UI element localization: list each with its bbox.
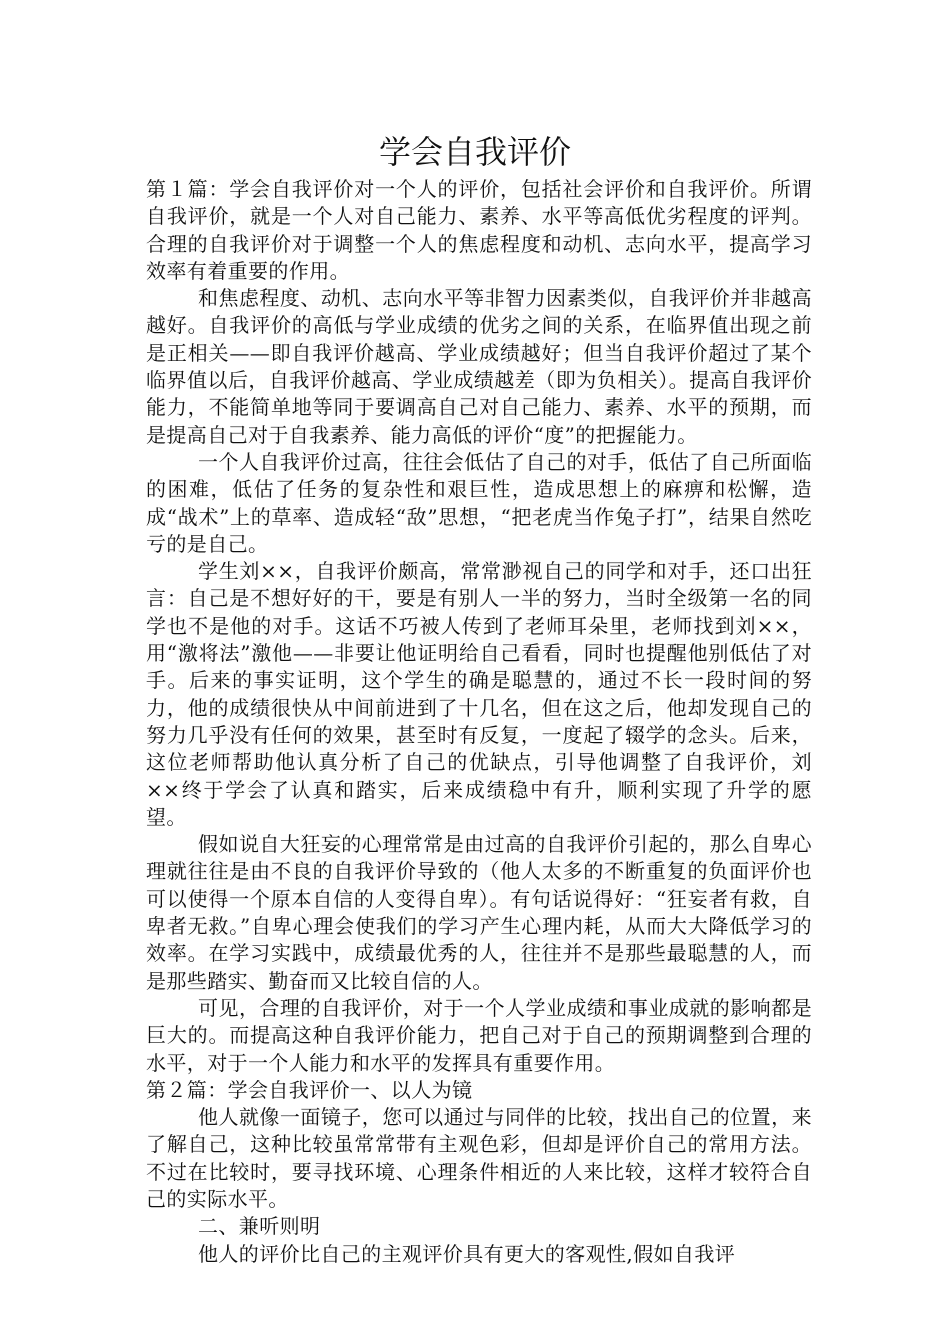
paragraph-subheading-listen: 二、兼听则明 [198,1214,321,1239]
paragraph-conclusion: 可见，合理的自我评价，对于一个人学业成绩和事业成就的影响都是巨大的。而提高这种自我评价能力，把自己对于自己的预期调整到合理的水平，对于一个人能力和水平的发挥具有重要作用。 [146,995,812,1075]
paragraph-mirror: 他人就像一面镜子，您可以通过与同伴的比较，找出自己的位置，来了解自己，这种比较虽常常带有主观色彩，但却是评价自己的常用方法。不过在比较时，要寻找环境、心理条件相近的人来比较，这样才较符合自己的实际水平。 [146,1105,812,1211]
paragraph-others-evaluation: 他人的评价比自己的主观评价具有更大的客观性,假如自我评 [198,1241,736,1266]
paragraph-overestimation: 一个人自我评价过高，往往会低估了自己的对手，低估了自己所面临的困难，低估了任务的复杂性和艰巨性，造成思想上的麻痹和松懈，造成“战术”上的草率、造成轻“敌”思想，“把老虎当作兔子打”，结果自然吃亏的是自己。 [146,449,812,556]
paragraph-section-1-intro: 第１篇：学会自我评价对一个人的评价，包括社会评价和自我评价。所谓自我评价，就是一个人对自己能力、素养、水平等高低优劣程度的评判。合理的自我评价对于调整一个人的焦虑程度和动机、志向水平，提高学习效率有着重要的作用。 [146,177,812,283]
document-title: 学会自我评价 [378,133,571,171]
paragraph-self-evaluation-threshold: 和焦虑程度、动机、志向水平等非智力因素类似，自我评价并非越高越好。自我评价的高低与学业成绩的优劣之间的关系，在临界值出现之前是正相关——即自我评价越高、学业成绩越好；但当自我评价超过了某个临界值以后，自我评价越高、学业成绩越差（即为负相关）。提高自我评价能力，不能简单地等同于要调高自己对自己能力、素养、水平的预期，而是提高自己对于自我素养、能力高低的评价“度”的把握能力。 [146,286,812,447]
paragraph-section-2-heading: 第２篇：学会自我评价一、以人为镜 [146,1077,473,1102]
paragraph-inferiority: 假如说自大狂妄的心理常常是由过高的自我评价引起的，那么自卑心理就往往是由不良的自我评价导致的（他人太多的不断重复的负面评价也可以使得一个原本自信的人变得自卑）。有句话说得好：“狂妄者有救，自卑者无救。”自卑心理会使我们的学习产生心理内耗，从而大大降低学习的效率。在学习实践中，成绩最优秀的人，往往并不是那些最聪慧的人，而是那些踏实、勤奋而又比较自信的人。 [146,832,812,993]
paragraph-student-example: 学生刘××，自我评价颇高，常常渺视自己的同学和对手，还口出狂言：自己是不想好好的干，要是有别人一半的努力，当时全级第一名的同学也不是他的对手。这话不巧被人传到了老师耳朵里，老师找到刘××，用“激将法”激他——非要让他证明给自己看看，同时也提醒他别低估了对手。后来的事实证明，这个学生的确是聪慧的，通过不长一段时间的努力，他的成绩很快从中间前进到了十几名，但在这之后，他却发现自己的努力几乎没有任何的效果，甚至时有反复，一度起了辍学的念头。后来，这位老师帮助他认真分析了自己的优缺点，引导他调整了自我评价，刘××终于学会了认真和踏实，后来成绩稳中有升，顺利实现了升学的愿望。 [146,559,812,829]
document-body [146,176,812,1268]
